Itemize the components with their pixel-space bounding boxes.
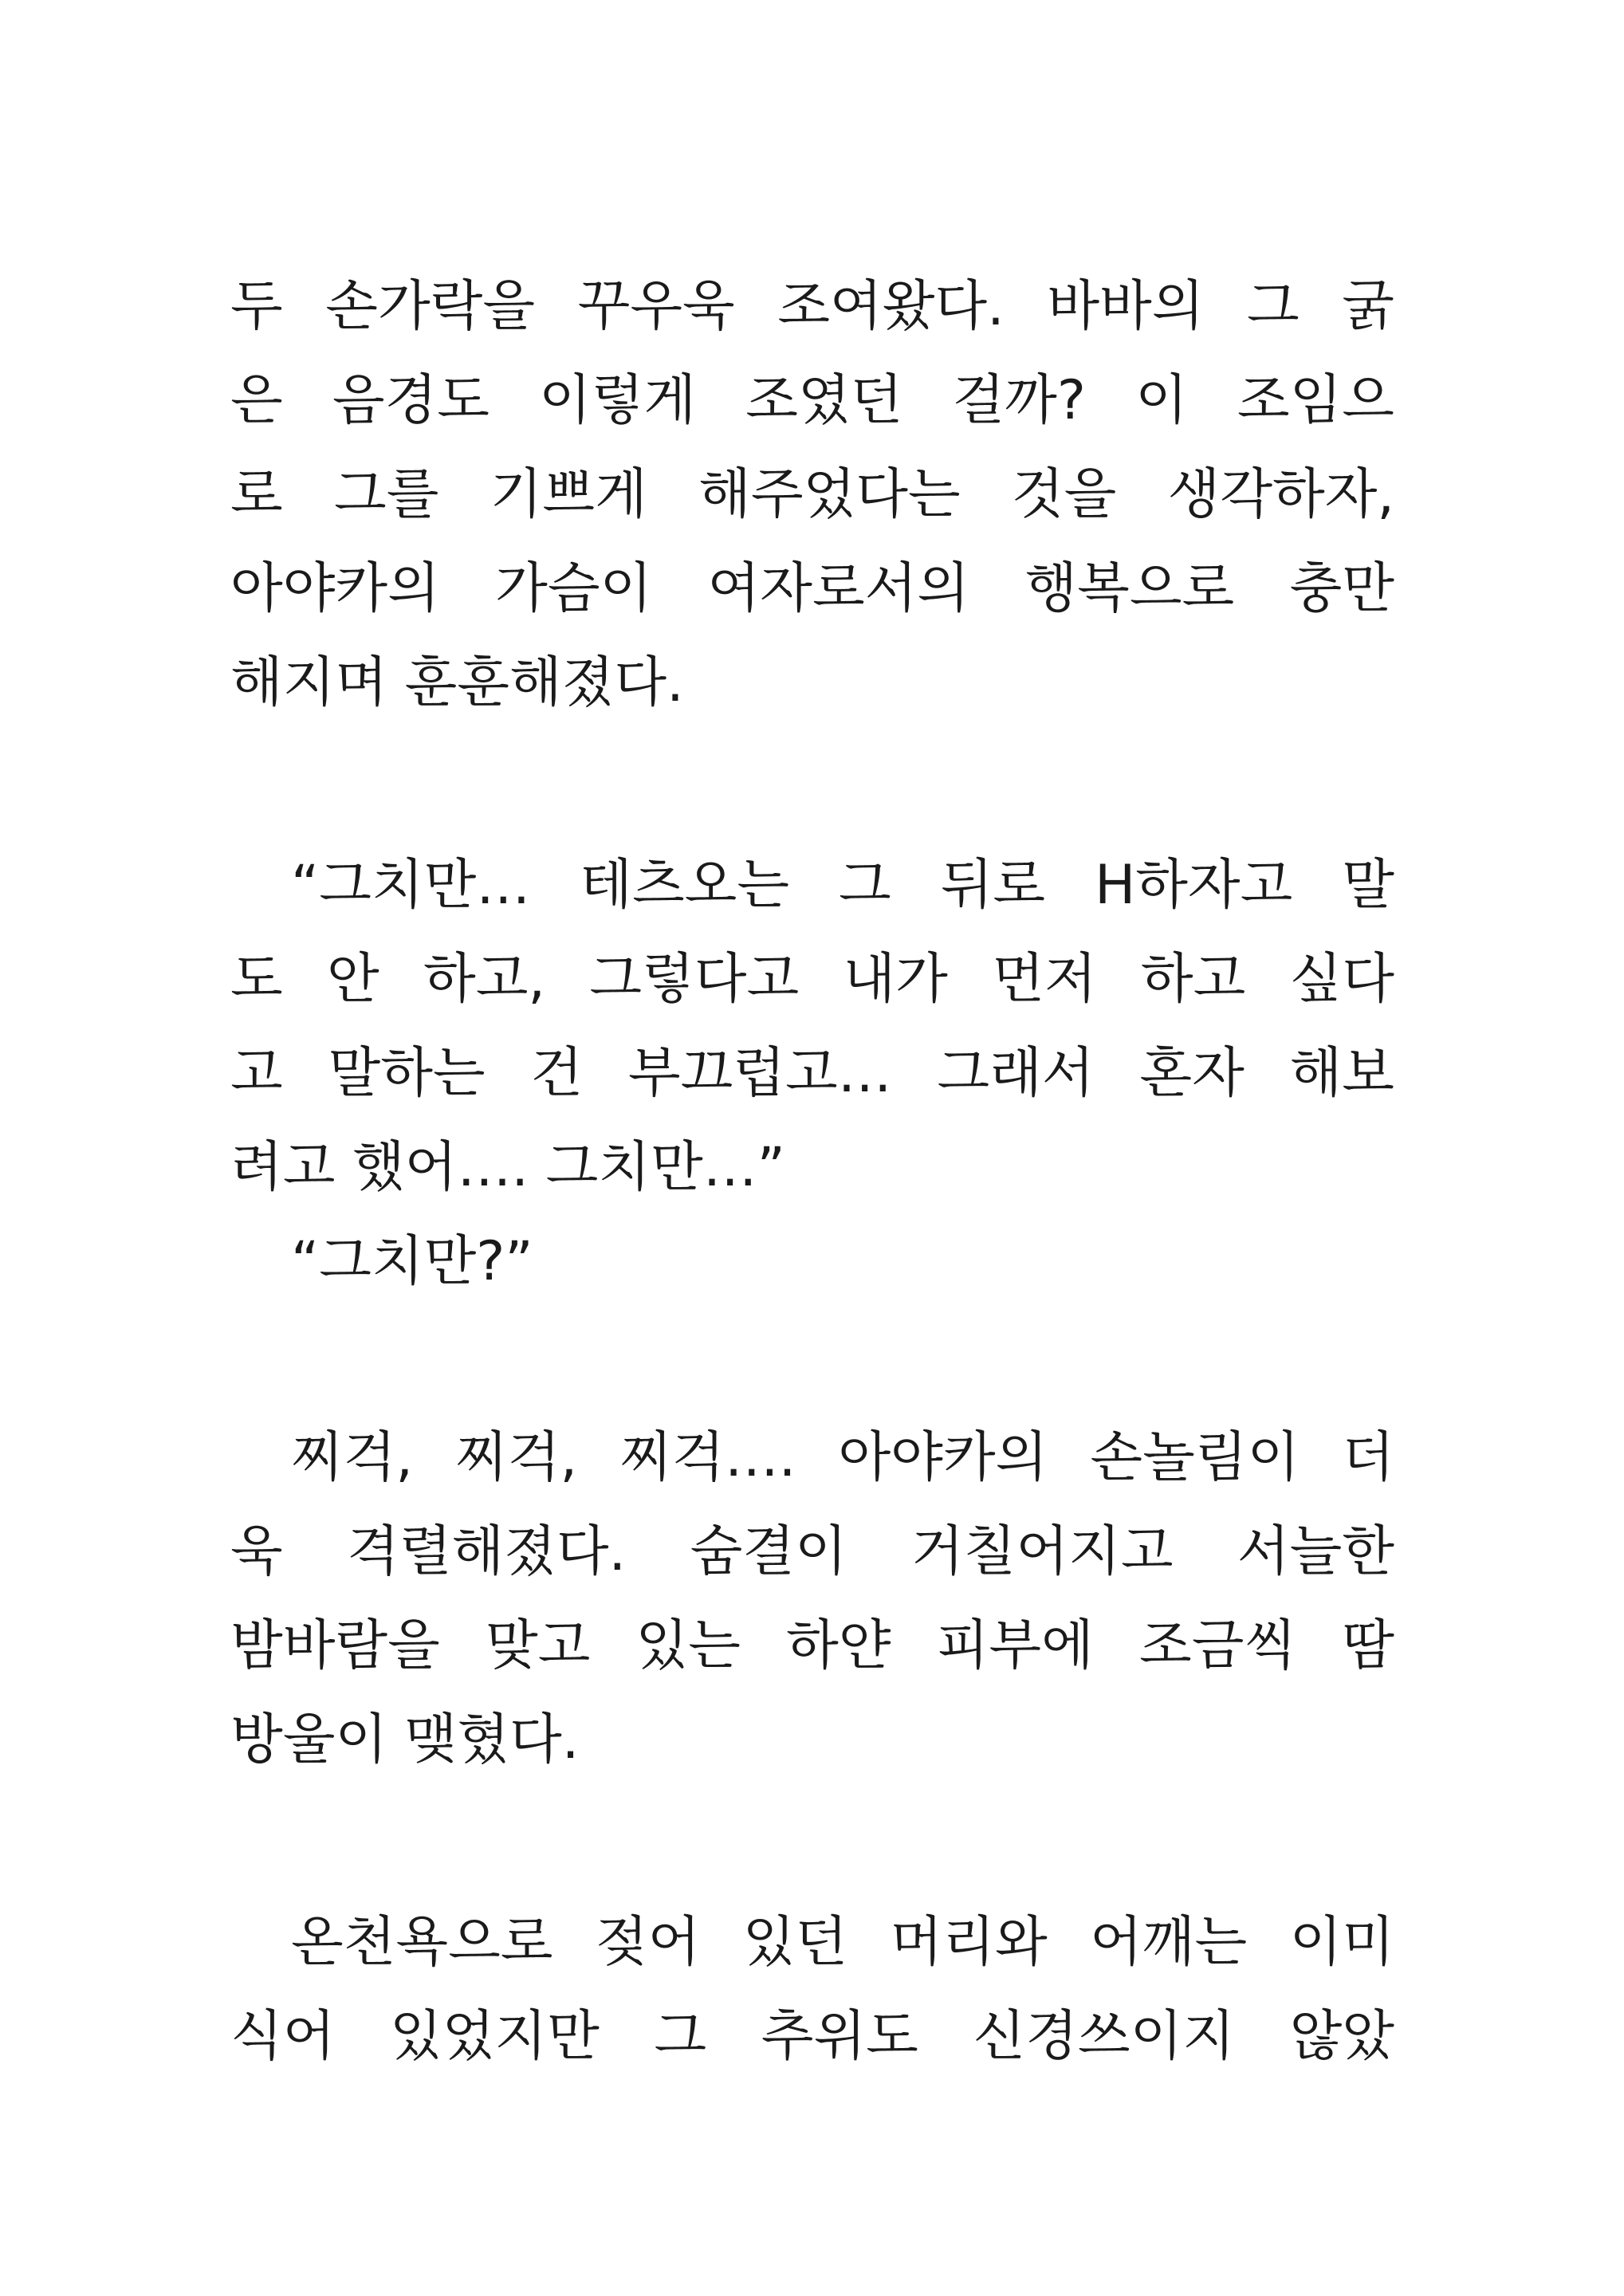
text-line: 고 말하는 건 부끄럽고… 그래서 혼자 해보 [230, 1042, 1394, 1105]
text-line: 은 음경도 이렇게 조였던 걸까? 이 조임으 [230, 369, 1394, 432]
text-line: “그치만?” [291, 1230, 533, 1293]
text-line: 려고 했어…. 그치만…” [230, 1136, 785, 1199]
text-line: 아야카의 가슴이 여자로서의 행복으로 충만 [230, 557, 1394, 620]
text-line: “그치만… 테츠오는 그 뒤로 H하자고 말 [291, 854, 1394, 917]
text-line: 방울이 맺혔다. [230, 1708, 580, 1771]
text-line: 두 손가락을 꾸우욱 조여왔다. 바바의 그 굵 [230, 275, 1394, 338]
text-line: 식어 있었지만 그 추위도 신경쓰이지 않았 [230, 2005, 1394, 2068]
text-line: 욱 격렬해졌다. 숨결이 거칠어지고 서늘한 [230, 1520, 1394, 1583]
text-line: 로 그를 기쁘게 해주었다는 것을 생각하자, [230, 463, 1394, 526]
text-line: 도 안 하고, 그렇다고 내가 먼저 하고 싶다 [230, 948, 1394, 1011]
text-line: 밤바람을 맞고 있는 하얀 피부에 조금씩 땀 [230, 1614, 1394, 1677]
text-line: 찌걱, 찌걱, 찌걱…. 아야카의 손놀림이 더 [291, 1426, 1394, 1489]
text-line: 온천욕으로 젖어 있던 머리와 어깨는 이미 [291, 1911, 1394, 1974]
text-line: 해지며 훈훈해졌다. [230, 651, 684, 714]
